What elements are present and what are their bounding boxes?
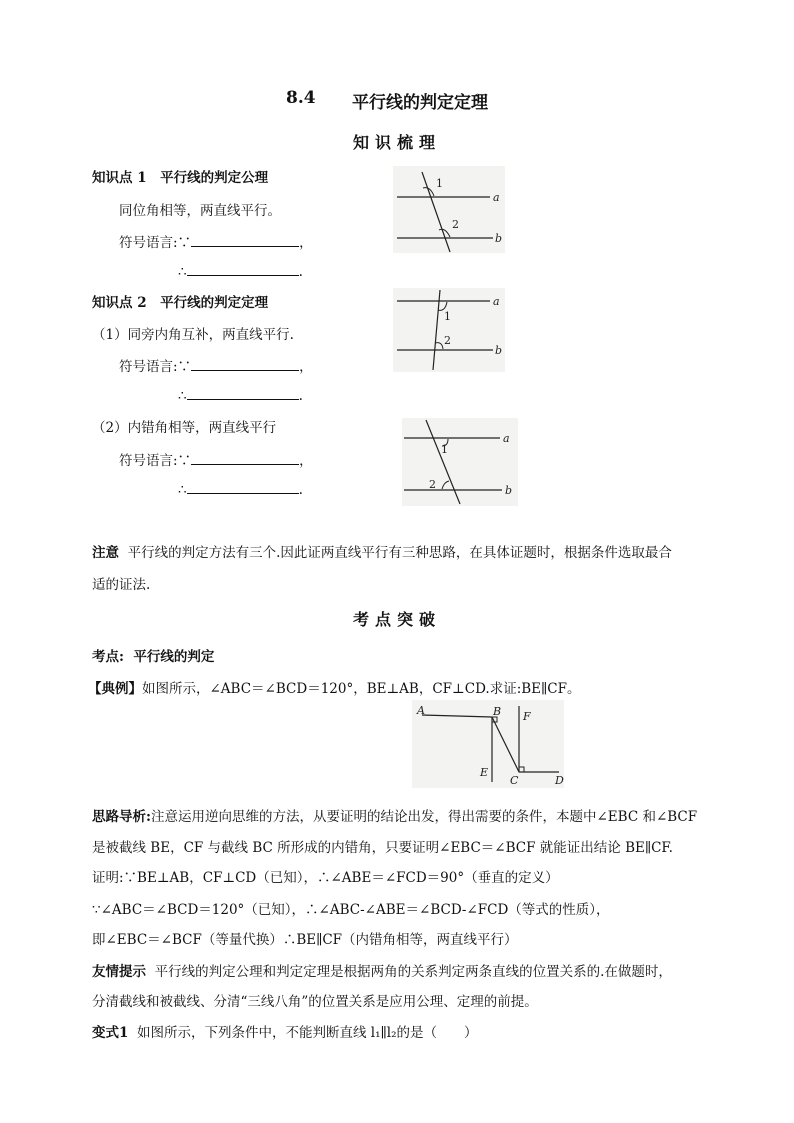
figure-example-bcd (412, 700, 564, 788)
kp2-item1-period: . (298, 388, 303, 404)
kp2-item2-symbol-line (119, 449, 313, 469)
fig4-right-angle-c (519, 767, 524, 772)
fig2-label-b: b (495, 344, 503, 357)
figure-co-interior-angles (393, 288, 505, 372)
fig4-segment-bc (492, 717, 519, 772)
tip-line2: 分清截线和被截线、分清“三线八角”的位置关系是应用公理、定理的前提。 (92, 994, 538, 1010)
fig4-label-f: F (523, 710, 531, 723)
kaodian-line (92, 645, 214, 665)
kp2-item1-symbol-label: 符号语言:∵ (119, 359, 192, 375)
kp2-item2: （2）内错角相等，两直线平行 (92, 420, 277, 436)
kp2-item1: （1）同旁内角互补，两直线平行. (92, 327, 294, 343)
example-text: 如图所示，∠ABC＝∠BCD＝120°，BE⊥AB，CF⊥CD.求证:BE∥CF。 (142, 681, 581, 697)
kp2-item2-blank-given[interactable] (191, 451, 299, 465)
variant-text: 如图所示，下列条件中，不能判断直线 l₁∥l₂的是（ ） (137, 1025, 478, 1041)
proof-line2: ∵∠ABC＝∠BCD＝120°（已知），∴∠ABC-∠ABE＝∠BCD-∠FCD（等式的性质）， (92, 902, 610, 918)
analysis-line2: 是被截线 BE，CF 与截线 BC 所形成的内错角，只要证明∠EBC＝∠BCF 就能证出结论 BE∥CF. (92, 840, 673, 856)
kp2-item1-therefore-line (178, 386, 303, 404)
kp1-comma: ， (299, 235, 313, 251)
kp2-item2-therefore-line (178, 480, 303, 498)
fig2-label-2: 2 (444, 334, 451, 347)
fig3-label-a: a (503, 432, 510, 445)
note-label: 注意 (92, 545, 119, 561)
kp2-item1-blank-given[interactable] (191, 357, 299, 371)
example-label: 【典例】 (88, 681, 142, 697)
analysis-text1: 注意运用逆向思维的方法，从要证明的结论出发，得出需要的条件，本题中∠EBC 和∠BCF (150, 809, 698, 825)
variant-label: 变式1 (92, 1025, 129, 1041)
fig3-label-b: b (505, 484, 513, 497)
fig3-angle2-arc (442, 481, 449, 489)
note-line1 (92, 541, 672, 561)
tip-label: 友情提示 (92, 964, 146, 980)
kp2-item2-symbol-label: 符号语言:∵ (119, 453, 192, 469)
analysis-label: 思路导析: (92, 809, 151, 825)
tip-line1 (92, 960, 672, 980)
proof-line1: 证明:∵BE⊥AB，CF⊥CD（已知），∴∠ABE＝∠FCD＝90°（垂直的定义） (92, 870, 559, 886)
analysis-line1 (92, 805, 697, 825)
fig1-label-2: 2 (452, 218, 459, 231)
kp2-item1-symbol-line (119, 355, 313, 375)
fig4-label-d: D (555, 774, 564, 787)
title-text: 平行线的判定定理 (352, 93, 488, 113)
fig2-angle2-arc (435, 343, 443, 349)
fig2-label-a: a (493, 295, 500, 308)
kp1-heading: 知识点 1 平行线的判定公理 (92, 170, 269, 186)
fig1-label-b: b (495, 232, 503, 245)
kp1-blank-given[interactable] (191, 233, 299, 247)
kp1-therefore: ∴ (178, 264, 187, 280)
title-number: 8.4 (286, 88, 316, 108)
kp2-item1-therefore: ∴ (178, 388, 187, 404)
proof-line3: 即∠EBC＝∠BCF（等量代换）∴BE∥CF（内错角相等，两直线平行） (92, 932, 518, 948)
fig4-segment-ab (422, 715, 492, 717)
kp2-heading: 知识点 2 平行线的判定定理 (92, 295, 269, 311)
kp1-blank-conclusion[interactable] (187, 262, 299, 276)
section-heading-knowledge: 知识梳理 (352, 133, 441, 152)
fig4-label-b: B (493, 705, 502, 718)
example-line (88, 677, 580, 697)
kp2-item2-comma: ， (299, 453, 313, 469)
fig4-label-e: E (480, 766, 489, 779)
kaodian-text: 平行线的判定 (133, 649, 215, 665)
kp2-item1-blank-conclusion[interactable] (187, 386, 299, 400)
kp1-symbol-line (119, 231, 313, 251)
kp2-item2-period: . (298, 482, 303, 498)
kp1-statement: 同位角相等，两直线平行。 (119, 203, 281, 219)
fig1-label-a: a (493, 191, 500, 204)
fig4-label-a: A (417, 704, 425, 717)
fig3-label-2: 2 (429, 478, 436, 491)
tip-text1: 平行线的判定公理和判定定理是根据两角的关系判定两条直线的位置关系的.在做题时， (154, 964, 672, 980)
figure-alternate-angles (402, 418, 518, 506)
kp2-item1-comma: ， (299, 359, 313, 375)
section-heading-exam: 考点突破 (352, 610, 441, 629)
fig3-label-1: 1 (441, 443, 448, 456)
fig2-label-1: 1 (444, 310, 451, 323)
kp1-symbol-label: 符号语言:∵ (119, 235, 192, 251)
kaodian-label: 考点: (92, 649, 124, 665)
note-line2: 适的证法. (92, 577, 151, 593)
kp1-therefore-line (178, 262, 303, 280)
kp1-period: . (298, 264, 303, 280)
kp2-item2-blank-conclusion[interactable] (187, 480, 299, 494)
fig2-transversal (433, 290, 440, 370)
fig4-label-c: C (510, 774, 519, 787)
fig3-transversal (426, 420, 460, 504)
figure-corresponding-angles (393, 166, 505, 253)
variant-line (92, 1021, 478, 1041)
kp2-item2-therefore: ∴ (178, 482, 187, 498)
fig1-label-1: 1 (436, 177, 443, 190)
note-text1: 平行线的判定方法有三个.因此证两直线平行有三种思路，在具体证题时，根据条件选取最合 (127, 545, 672, 561)
